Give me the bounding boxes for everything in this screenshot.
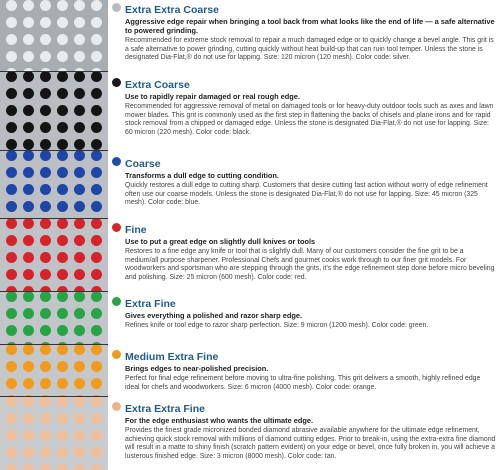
- grit-dot: [91, 184, 102, 195]
- grit-dot: [74, 269, 85, 280]
- grit-dot: [74, 291, 85, 302]
- color-bullet-icon: [112, 78, 121, 87]
- grit-dot: [57, 361, 68, 372]
- grit-subtitle: For the edge enthusiast who wants the ultimate edge.: [125, 416, 314, 425]
- grit-dot: [23, 378, 34, 389]
- grit-dot: [74, 413, 85, 424]
- grit-dot: [23, 71, 34, 82]
- grit-description: Quickly restores a dull edge to cutting sharp. Customers that desire cutting fast action without worry of edge refinement often use our coarse models. Unless the stone is designated Dia-Flat,® do not use for lapping. Size: 45 micron (325 mesh). Color code: blue.: [125, 182, 488, 207]
- grit-dot: [40, 447, 51, 458]
- grit-description: Recommended for aggressive removal of metal on damaged tools or for heavy-duty outdoor tools such as axes and lawn mower blades. This grit is commonly used as the first step in flattening the backs of chisels and plane irons and for rapid stock removal from a chipped or damaged edge. Unless the stone is designated Dia-Flat,® do not use for lapping. Size: 60 micron (220 mesh). Color code: black.: [125, 103, 494, 136]
- grit-dot: [57, 51, 68, 62]
- grit-dot: [40, 413, 51, 424]
- grit-dot: [6, 184, 17, 195]
- grit-dot: [23, 0, 34, 11]
- grit-dot: [74, 325, 85, 336]
- grit-dot: [23, 105, 34, 116]
- grit-dot: [40, 325, 51, 336]
- grit-dot: [57, 17, 68, 28]
- grit-dot: [40, 235, 51, 246]
- grit-dot: [6, 51, 17, 62]
- grit-band-5: [0, 291, 108, 344]
- grit-dot: [57, 430, 68, 441]
- grit-dot: [23, 447, 34, 458]
- grit-dot: [91, 88, 102, 99]
- grit-dot: [6, 71, 17, 82]
- grit-dot: [57, 105, 68, 116]
- color-bullet-icon: [112, 350, 121, 359]
- grit-dot: [6, 105, 17, 116]
- grit-band-7: [0, 396, 108, 470]
- color-bullet-icon: [112, 157, 121, 166]
- grit-dot: [6, 464, 17, 470]
- grit-dot: [57, 378, 68, 389]
- grit-dot: [40, 218, 51, 229]
- grit-dot: [57, 291, 68, 302]
- grit-dot: [23, 235, 34, 246]
- grit-dot: [57, 150, 68, 161]
- grit-dot: [23, 218, 34, 229]
- color-bullet-icon: [112, 3, 121, 12]
- grit-dot: [91, 218, 102, 229]
- grit-dot: [40, 269, 51, 280]
- grit-heading: [112, 77, 496, 92]
- grit-dot: [23, 252, 34, 263]
- color-bullet-icon: [112, 297, 121, 306]
- grit-dot: [40, 167, 51, 178]
- grit-dot: [40, 88, 51, 99]
- grit-section: [112, 77, 496, 137]
- grit-dot: [40, 291, 51, 302]
- grit-dot: [74, 184, 85, 195]
- grit-dot: [6, 88, 17, 99]
- grit-list: [112, 0, 496, 470]
- grit-dot: [6, 269, 17, 280]
- grit-dot: [91, 252, 102, 263]
- grit-dot: [23, 269, 34, 280]
- grit-dot: [40, 71, 51, 82]
- grit-dot: [6, 378, 17, 389]
- grit-dot: [74, 71, 85, 82]
- grit-dot: [23, 344, 34, 355]
- grit-dot: [57, 308, 68, 319]
- grit-title: Extra Coarse: [125, 79, 190, 91]
- grit-dot: [91, 17, 102, 28]
- grit-dot: [74, 218, 85, 229]
- grit-description: Refines knife or tool edge to razor sharp perfection. Size: 9 micron (1200 mesh). Color code: green.: [125, 322, 429, 329]
- grit-description: Provides the finest grade micronized bonded diamond abrasive available anywhere for the ultimate edge refinement, achieving quick stock removal with millions of diamond cutting edges. Prior to break-in, using the extra-extra fine diamond will result in a matte to shiny finish (scratch pattern evident) on your edge or bevel, once fully broken in, you will achieve a lusterous finished edge. Size: 3 micron (8000 mesh). Color code: tan.: [125, 427, 496, 460]
- grit-section: [112, 156, 496, 208]
- grit-subtitle: Transforms a dull edge to cutting condition.: [125, 171, 279, 180]
- grit-dot: [74, 105, 85, 116]
- grit-dot: [6, 201, 17, 212]
- grit-dot: [91, 71, 102, 82]
- grit-dot: [74, 88, 85, 99]
- grit-dot: [91, 396, 102, 407]
- grit-dot: [40, 184, 51, 195]
- color-bullet-icon: [112, 402, 121, 411]
- grit-dot: [74, 361, 85, 372]
- grit-dot: [57, 71, 68, 82]
- grit-dot: [74, 122, 85, 133]
- grit-dot: [23, 464, 34, 470]
- grit-dot: [57, 325, 68, 336]
- grit-dot: [74, 150, 85, 161]
- grit-dot: [91, 361, 102, 372]
- grit-dot: [57, 34, 68, 45]
- grit-dot: [91, 150, 102, 161]
- grit-dot: [57, 235, 68, 246]
- grit-dot: [57, 447, 68, 458]
- grit-dot: [74, 308, 85, 319]
- grit-dot: [74, 252, 85, 263]
- grit-dot: [74, 51, 85, 62]
- grit-dot: [40, 308, 51, 319]
- band-divider: [0, 291, 108, 292]
- grit-dot: [23, 291, 34, 302]
- grit-band-3: [0, 150, 108, 218]
- grit-dot: [74, 378, 85, 389]
- grit-dot: [91, 269, 102, 280]
- grit-dot: [23, 430, 34, 441]
- grit-heading: [112, 2, 496, 17]
- grit-dot: [40, 201, 51, 212]
- grit-dot: [23, 150, 34, 161]
- grit-dot: [23, 308, 34, 319]
- grit-dot: [57, 218, 68, 229]
- grit-subtitle: Use to rapidly repair damaged or real rough edge.: [125, 92, 300, 101]
- grit-dot: [6, 430, 17, 441]
- grit-dot: [40, 150, 51, 161]
- grit-band-4: [0, 218, 108, 291]
- grit-dot: [6, 150, 17, 161]
- grit-dot: [40, 430, 51, 441]
- grit-dot: [23, 122, 34, 133]
- grit-dot: [91, 139, 102, 150]
- grit-dot: [91, 413, 102, 424]
- grit-dot: [6, 447, 17, 458]
- grit-dot: [91, 201, 102, 212]
- grit-dot: [23, 88, 34, 99]
- grit-dot: [6, 235, 17, 246]
- grit-dot: [23, 167, 34, 178]
- grit-dot: [57, 139, 68, 150]
- grit-dot: [74, 235, 85, 246]
- grit-dot: [57, 88, 68, 99]
- grit-dot: [23, 325, 34, 336]
- grit-dot: [6, 167, 17, 178]
- grit-color-strip: [0, 0, 108, 470]
- grit-title: Medium Extra Fine: [125, 351, 219, 363]
- band-divider: [0, 150, 108, 151]
- grit-subtitle: Aggressive edge repair when bringing a tool back from what looks like the end of life — a safe alternative to powered grinding.: [125, 17, 495, 35]
- grit-dot: [74, 34, 85, 45]
- grit-title: Extra Fine: [125, 298, 176, 310]
- grit-dot: [57, 464, 68, 470]
- grit-description: Restores to a fine edge any knife or tool that is slightly dull. Many of our customers consider the fine grit to be a medium/all purpose sharpener. Professional Chefs and gourmet cooks work through to our finer grit models. For woodworkers and sportsman who are stepping through the grits, it's the edge refinement step done before micro beveling and polishing. Size: 25 micron (600 mesh). Color code: red.: [125, 248, 495, 281]
- grit-dot: [74, 139, 85, 150]
- grit-section: [112, 222, 496, 282]
- grit-dot: [91, 447, 102, 458]
- grit-dot: [74, 167, 85, 178]
- grit-dot: [6, 34, 17, 45]
- grit-dot: [40, 34, 51, 45]
- grit-dot: [6, 218, 17, 229]
- grit-band-1: [0, 0, 108, 71]
- grit-dot: [23, 184, 34, 195]
- grit-dot: [40, 105, 51, 116]
- grit-dot: [57, 184, 68, 195]
- band-divider: [0, 71, 108, 72]
- grit-dot: [6, 139, 17, 150]
- grit-subtitle: Gives everything a polished and razor sharp edge.: [125, 311, 303, 320]
- grit-dot: [6, 325, 17, 336]
- band-divider: [0, 344, 108, 345]
- grit-description: Perfect for final edge refinement before moving to ultra-fine polishing. This grit delivers a smooth, highly refined edge ideal for chefs and woodworkers. Size: 6 micron (4000 mesh). Color code: orange.: [125, 375, 481, 391]
- grit-dot: [40, 378, 51, 389]
- grit-dot: [40, 361, 51, 372]
- grit-dot: [6, 291, 17, 302]
- grit-dot: [91, 167, 102, 178]
- grit-dot: [74, 344, 85, 355]
- grit-dot: [57, 344, 68, 355]
- grit-dot: [57, 413, 68, 424]
- grit-dot: [40, 252, 51, 263]
- grit-title: Extra Extra Coarse: [125, 4, 219, 16]
- grit-dot: [40, 17, 51, 28]
- grit-dot: [91, 122, 102, 133]
- grit-section: [112, 296, 496, 331]
- grit-dot: [23, 201, 34, 212]
- grit-dot: [6, 122, 17, 133]
- grit-heading: [112, 222, 496, 237]
- grit-dot: [40, 139, 51, 150]
- grit-dot: [91, 291, 102, 302]
- grit-dot: [74, 201, 85, 212]
- grit-dot: [23, 34, 34, 45]
- grit-dot: [91, 378, 102, 389]
- grit-dot: [6, 361, 17, 372]
- band-divider: [0, 218, 108, 219]
- grit-dot: [57, 201, 68, 212]
- grit-dot: [74, 17, 85, 28]
- grit-dot: [74, 0, 85, 11]
- grit-dot: [40, 344, 51, 355]
- grit-dot: [6, 413, 17, 424]
- grit-dot: [6, 252, 17, 263]
- grit-band-6: [0, 344, 108, 396]
- grit-dot: [57, 0, 68, 11]
- grit-dot: [91, 235, 102, 246]
- grit-dot: [40, 0, 51, 11]
- grit-dot: [57, 167, 68, 178]
- grit-dot: [40, 396, 51, 407]
- grit-dot: [57, 269, 68, 280]
- grit-title: Coarse: [125, 158, 161, 170]
- grit-dot: [40, 122, 51, 133]
- grit-dot: [91, 0, 102, 11]
- color-bullet-icon: [112, 223, 121, 232]
- grit-dot: [23, 139, 34, 150]
- grit-dot: [23, 361, 34, 372]
- grit-dot: [74, 396, 85, 407]
- grit-dot: [6, 0, 17, 11]
- grit-dot: [57, 122, 68, 133]
- grit-dot: [74, 464, 85, 470]
- grit-subtitle: Use to put a great edge on slightly dull knives or tools: [125, 237, 316, 246]
- grit-dot: [91, 430, 102, 441]
- grit-dot: [91, 105, 102, 116]
- grit-dot: [91, 34, 102, 45]
- grit-dot: [6, 308, 17, 319]
- grit-dot: [57, 396, 68, 407]
- grit-dot: [57, 252, 68, 263]
- grit-heading: [112, 349, 496, 364]
- grit-section: [112, 2, 496, 63]
- grit-dot: [91, 51, 102, 62]
- grit-section: [112, 401, 496, 461]
- grit-heading: [112, 156, 496, 171]
- grit-dot: [91, 325, 102, 336]
- grit-dot: [40, 464, 51, 470]
- grit-heading: [112, 401, 496, 416]
- grit-description: Recommended for extreme stock removal to repair a much damaged edge or to quickly change a bevel angle. This grit is a safe alternative to power grinding, cutting quickly without heat build-up that can ruin tool temper. Unless the stone is designated Dia-Flat,® do not use for lapping. Size: 120 micron (120 mesh). Color code: silver.: [125, 37, 494, 62]
- grit-dot: [6, 396, 17, 407]
- band-divider: [0, 396, 108, 397]
- grit-subtitle: Brings edges to near-polished precision.: [125, 364, 269, 373]
- grit-dot: [40, 51, 51, 62]
- grit-band-2: [0, 71, 108, 150]
- grit-dot: [91, 464, 102, 470]
- grit-dot: [91, 308, 102, 319]
- grit-dot: [74, 430, 85, 441]
- grit-dot: [23, 17, 34, 28]
- grit-dot: [23, 413, 34, 424]
- grit-dot: [6, 344, 17, 355]
- grit-dot: [23, 396, 34, 407]
- grit-dot: [91, 344, 102, 355]
- grit-title: Fine: [125, 224, 147, 236]
- grit-dot: [23, 51, 34, 62]
- grit-dot: [74, 447, 85, 458]
- grit-dot: [6, 17, 17, 28]
- grit-title: Extra Extra Fine: [125, 403, 205, 415]
- grit-section: [112, 349, 496, 392]
- grit-heading: [112, 296, 496, 311]
